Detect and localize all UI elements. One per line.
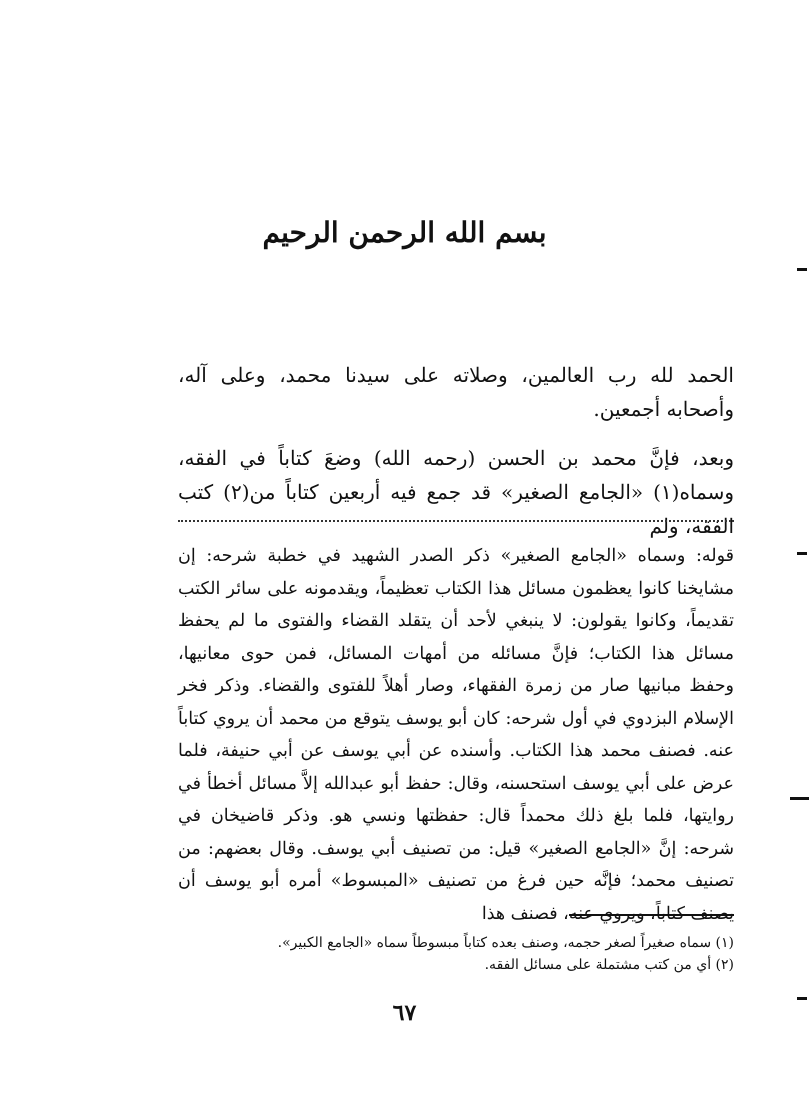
basmala-heading: بسم الله الرحمن الرحيم: [262, 216, 547, 249]
footnote-1: (١) سماه صغيراً لصغر حجمه، وصنف بعده كتاباً مبسوطاً سماه «الجامع الكبير».: [277, 935, 734, 951]
dotted-separator: [178, 520, 734, 522]
footnote-rule: [569, 914, 734, 916]
footnotes: [178, 932, 734, 976]
footnote-2: (٢) أي من كتب مشتملة على مسائل الفقه.: [484, 957, 734, 973]
main-text-paragraph: وبعد، فإنَّ محمد بن الحسن (رحمه الله) وضعَ كتاباً في الفقه، وسماه(١) «الجامع الصغير» قد جمع فيه أربعين كتاباً من(٢) كتب الفقه، ولم: [178, 446, 734, 538]
commentary-paragraph: قوله: وسماه «الجامع الصغير» ذكر الصدر الشهيد في خطبة شرحه: إن مشايخنا كانوا يعظمون مسائل هذا الكتاب تعظيماً، ويقدمونه على سائر الكتب تقديماً، وكانوا يقولون: لا ينبغي لأحد أن يتقلد القضاء والفتوى ما لم يحفظ مسائل هذا الكتاب؛ فإنَّ مسائله من أمهات المسائل، فمن حوى معانيها، وحفظ مبانيها صار من زمرة الفقهاء، وصار أهلاً للفتوى والقضاء. وذكر فخر الإسلام البزدوي في أول شرحه: كان أبو يوسف يتوقع من محمد أن يروي كتاباً عنه. فصنف محمد هذا الكتاب. وأسنده عن أبي يوسف عن أبي حنيفة، فلما عرض على أبي يوسف استحسنه، وقال: حفظ أبو عبدالله إلاَّ مسائل أخطأ في روايتها، فلما بلغ ذلك محمداً قال: حفظتها ونسي هو. وذكر قاضيخان في شرحه: إنَّ «الجامع الصغير» قيل: من تصنيف أبي يوسف. وقال بعضهم: من تصنيف محمد؛ فإنَّه حين فرغ من تصنيف «المبسوط» أمره أبو يوسف أن يصنف كتاباً، ويروي عنه، فصنف هذا: [178, 546, 734, 924]
opening-paragraph: الحمد لله رب العالمين، وصلاته على سيدنا محمد، وعلى آله، وأصحابه أجمعين.: [178, 363, 734, 421]
page-number: ٦٧: [392, 1000, 417, 1026]
scan-edge-mark: [790, 797, 809, 800]
scan-edge-mark: [797, 552, 807, 555]
scan-edge-mark: [797, 997, 807, 1000]
scan-edge-mark: [797, 268, 807, 271]
